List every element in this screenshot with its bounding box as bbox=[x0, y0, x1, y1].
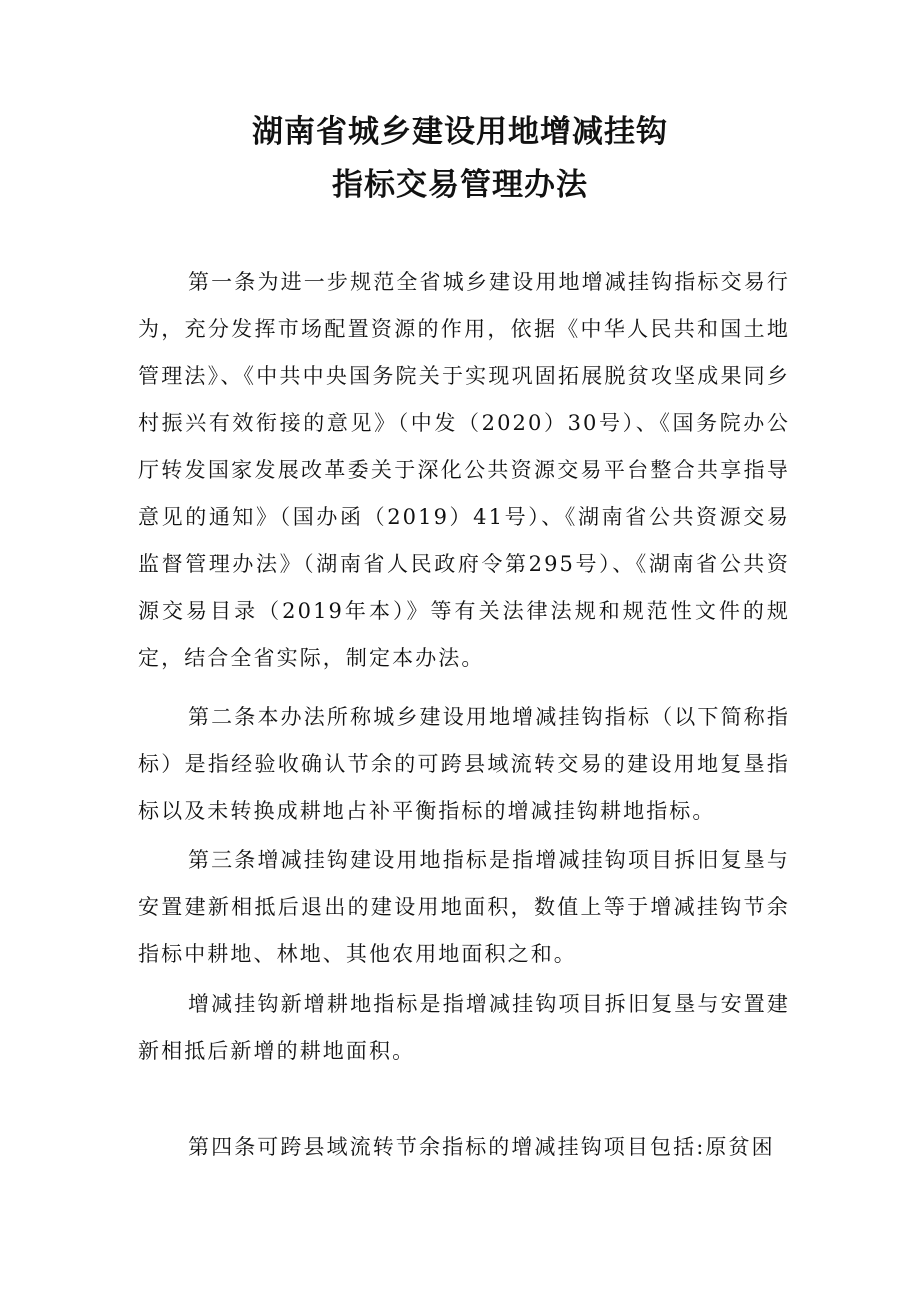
paragraph-text: 增减挂钩新增耕地指标是指增减挂钩项目拆旧复垦与安置建新相抵后新增的耕地面积。 bbox=[138, 992, 790, 1063]
article-4-paragraph bbox=[138, 1124, 790, 1171]
paragraph-text: 第三条增减挂钩建设用地指标是指增减挂钩项目拆旧复垦与安置建新相抵后退出的建设用地面积，数值上等于增减挂钩节余指标中耕地、林地、其他农用地面积之和。 bbox=[138, 848, 790, 966]
article-3-paragraph bbox=[138, 837, 790, 978]
article-2-paragraph bbox=[138, 694, 790, 835]
paragraph-text: 第一条为进一步规范全省城乡建设用地增减挂钩指标交易行为，充分发挥市场配置资源的作用，依据《中华人民共和国土地管理法》、《中共中央国务院关于实现巩固拓展脱贫攻坚成果同乡村振兴有效衔接的意见》（中发（2020）30号）、《国务院办公厅转发国家发展改革委关于深化公共资源交易平台整合共享指导意见的通知》（国办函（2019）41号）、《湖南省公共资源交易监督管理办法》（湖南省人民政府令第295号）、《湖南省公共资源交易目录（2019年本）》等有关法律法规和规范性文件的规定，结合全省实际，制定本办法。 bbox=[138, 270, 790, 670]
article-1-paragraph bbox=[138, 259, 790, 682]
document-title-line-1: 湖南省城乡建设用地增减挂钩 bbox=[252, 114, 668, 150]
paragraph-text: 第二条本办法所称城乡建设用地增减挂钩指标（以下简称指标）是指经验收确认节余的可跨县域流转交易的建设用地复垦指标以及未转换成耕地占补平衡指标的增减挂钩耕地指标。 bbox=[138, 705, 790, 823]
document-title-line-2: 指标交易管理办法 bbox=[332, 167, 588, 203]
article-3-subparagraph bbox=[138, 981, 790, 1075]
paragraph-text: 第四条可跨县域流转节余指标的增减挂钩项目包括:原贫困 bbox=[188, 1135, 775, 1159]
